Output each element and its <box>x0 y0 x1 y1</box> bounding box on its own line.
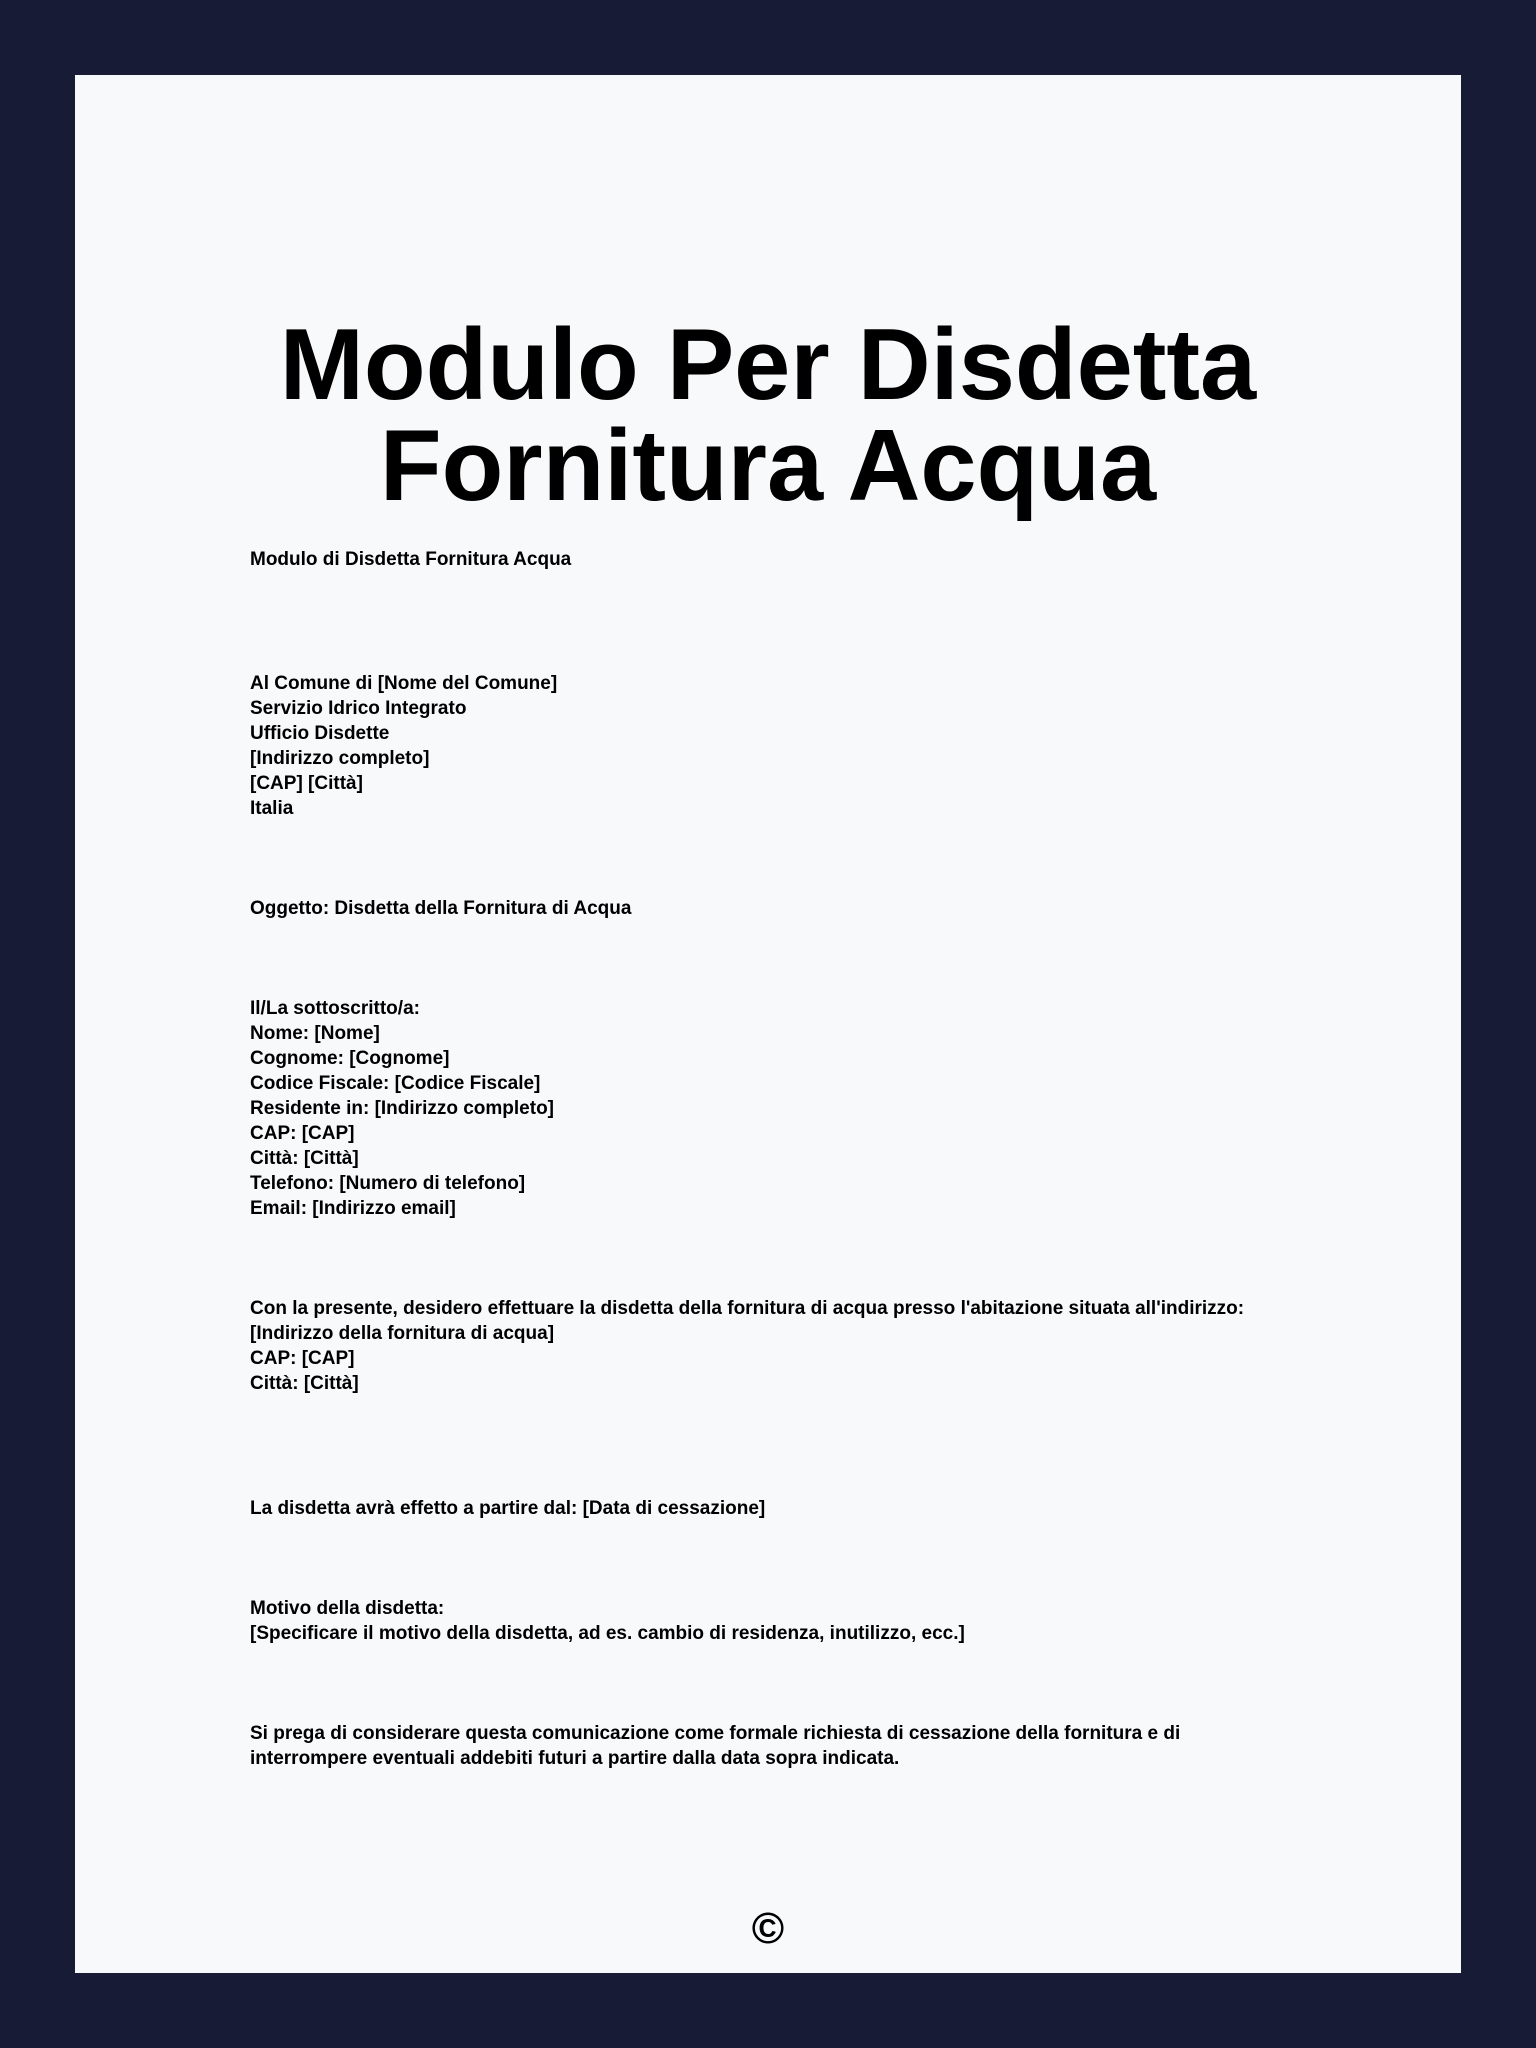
title-line-1: Modulo Per Disdetta <box>279 309 1257 421</box>
recipient-line: Italia <box>250 798 294 819</box>
request-line: CAP: [CAP] <box>250 1348 355 1369</box>
reason-label: Motivo della disdetta: <box>250 1598 445 1619</box>
undersigned-line: Cognome: [Cognome] <box>250 1048 450 1069</box>
undersigned-details <box>250 996 1290 1221</box>
undersigned-line: Telefono: [Numero di telefono] <box>250 1173 526 1194</box>
effective-date: La disdetta avrà effetto a partire dal: [Data di cessazione] <box>250 1498 766 1519</box>
undersigned-line: Email: [Indirizzo email] <box>250 1198 456 1219</box>
recipient-line: Servizio Idrico Integrato <box>250 698 467 719</box>
page-title <box>75 309 1461 522</box>
document-heading: Modulo di Disdetta Fornitura Acqua <box>250 549 572 570</box>
recipient-line: Al Comune di [Nome del Comune] <box>250 673 558 694</box>
undersigned-line: Nome: [Nome] <box>250 1023 380 1044</box>
recipient-address <box>250 671 1290 821</box>
recipient-line: [CAP] [Città] <box>250 773 363 794</box>
undersigned-line: Il/La sottoscritto/a: <box>250 998 420 1019</box>
document-page <box>75 75 1461 1973</box>
request-line: Città: [Città] <box>250 1373 359 1394</box>
copyright-icon: © <box>751 1904 785 1953</box>
request-paragraph <box>250 1296 1290 1396</box>
request-line: Con la presente, desidero effettuare la disdetta della fornitura di acqua presso l'abitazione situata all'indirizzo: <box>250 1298 1245 1319</box>
reason-paragraph <box>250 1596 1290 1646</box>
reason-value: [Specificare il motivo della disdetta, ad es. cambio di residenza, inutilizzo, ecc.] <box>250 1623 965 1644</box>
request-line: [Indirizzo della fornitura di acqua] <box>250 1323 555 1344</box>
recipient-line: [Indirizzo completo] <box>250 748 430 769</box>
closing-paragraph: Si prega di considerare questa comunicazione come formale richiesta di cessazione della fornitura e di interrompere eventuali addebiti futuri a partire dalla data sopra indicata. <box>250 1723 1186 1769</box>
title-line-2: Fornitura Acqua <box>379 410 1157 522</box>
subject-line: Oggetto: Disdetta della Fornitura di Acqua <box>250 898 632 919</box>
undersigned-line: CAP: [CAP] <box>250 1123 355 1144</box>
undersigned-line: Codice Fiscale: [Codice Fiscale] <box>250 1073 541 1094</box>
undersigned-line: Residente in: [Indirizzo completo] <box>250 1098 555 1119</box>
undersigned-line: Città: [Città] <box>250 1148 359 1169</box>
recipient-line: Ufficio Disdette <box>250 723 390 744</box>
